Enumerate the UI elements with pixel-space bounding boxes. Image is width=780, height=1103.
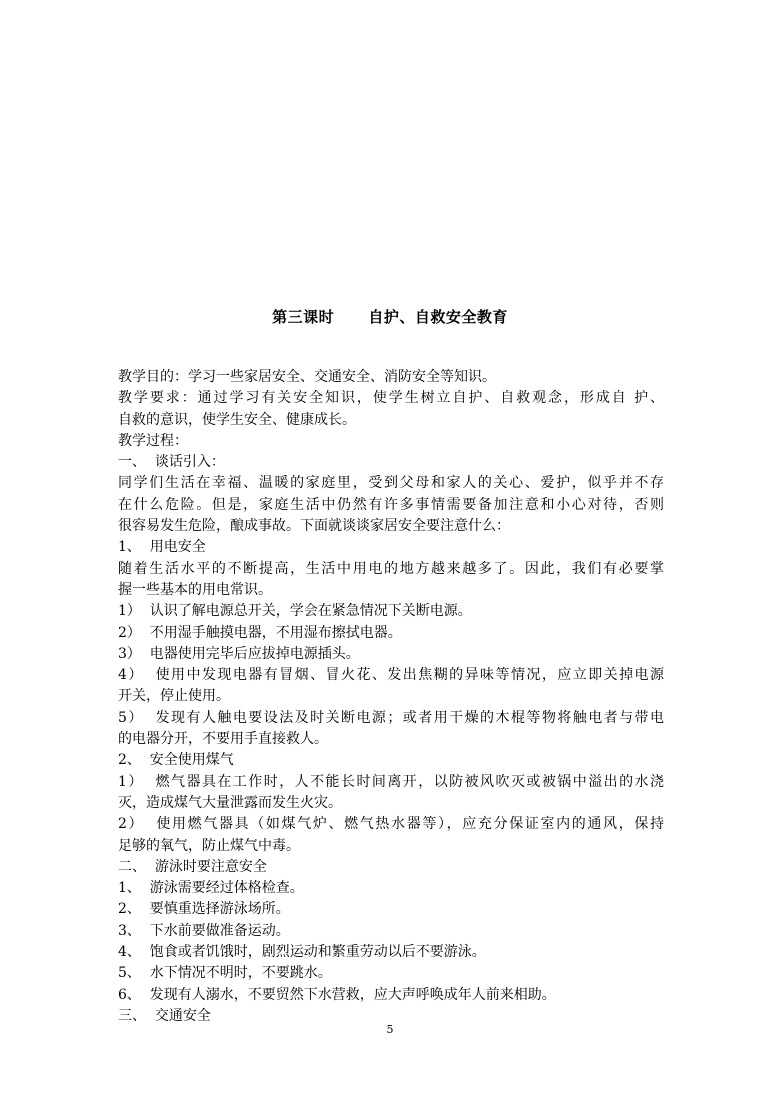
text-line: 灭，造成煤气大量泄露而发生火灾。 [118,794,342,811]
text-line: 教学要求：通过学习有关安全知识，使学生树立自护、自救观念，形成自 护、 [118,390,664,407]
text-line: 开关，停止使用。 [118,688,230,705]
text-line: 1、 游泳需要经过体格检查。 [118,880,304,897]
text-line: 三、 交通安全 [118,1007,211,1024]
text-line: 3、 下水前要做准备运动。 [118,922,290,939]
text-line: 2、 安全使用煤气 [118,752,234,769]
text-line: 4、 饱食或者饥饿时，剧烈运动和繁重劳动以后不要游泳。 [118,944,486,961]
text-line: 2） 不用湿手触摸电器，不用湿布擦拭电器。 [118,624,402,641]
text-line: 教学目的：学习一些家居安全、交通安全、消防安全等知识。 [118,369,496,385]
text-line: 2） 使用燃气器具（如煤气炉、燃气热水器等），应充分保证室内的通风，保持 [118,816,664,833]
text-line: 1） 燃气器具在工作时，人不能长时间离开，以防被风吹灭或被锅中溢出的水浇 [118,773,664,790]
text-line: 教学过程： [118,432,188,449]
page-number: 5 [386,1023,394,1036]
text-line: 1） 认识了解电源总开关，学会在紧急情况下关断电源。 [118,603,472,620]
lesson-title: 第三课时 自护、自救安全教育 [272,308,508,326]
text-line: 5、 水下情况不明时，不要跳水。 [118,965,332,982]
text-line: 5） 发现有人触电要设法及时关断电源；或者用干燥的木棍等物将触电者与带电 [118,709,664,726]
text-line: 的电器分开，不要用手直接救人。 [118,731,328,748]
text-line: 一、 谈话引入： [118,454,225,471]
text-line: 2、 要慎重选择游泳场所。 [118,901,290,918]
text-line: 3） 电器使用完毕后应拔掉电源插头。 [118,645,360,662]
text-line: 握一些基本的用电常识。 [118,581,272,598]
text-line: 随着生活水平的不断提高，生活中用电的地方越来越多了。因此，我们有必要掌 [118,560,664,577]
text-line: 1、 用电安全 [118,539,206,556]
text-line: 自救的意识，使学生安全、健康成长。 [118,411,356,428]
text-line: 同学们生活在幸福、温暖的家庭里，受到父母和家人的关心、爱护，似乎并不存 [118,475,664,492]
text-line: 6、 发现有人溺水，不要贸然下水营救，应大声呼唤成年人前来相助。 [118,986,556,1003]
text-line: 足够的氧气，防止煤气中毒。 [118,837,300,854]
text-line: 4） 使用中发现电器有冒烟、冒火花、发出焦糊的异味等情况，应立即关掉电源 [118,667,664,684]
text-line: 在什么危险。但是，家庭生活中仍然有许多事情需要备加注意和小心对待，否则 [118,496,664,513]
text-line: 二、 游泳时要注意安全 [118,858,267,875]
text-line: 很容易发生危险，酿成事故。下面就谈谈家居安全要注意什么： [118,518,510,535]
body-text [118,367,664,1027]
